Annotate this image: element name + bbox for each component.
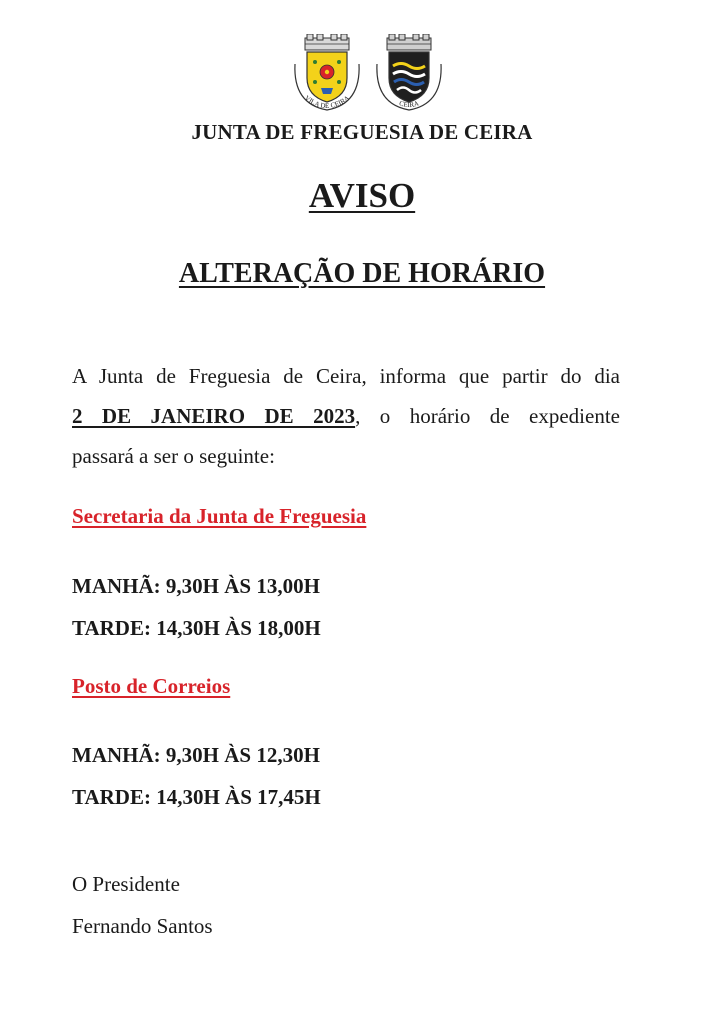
svg-text:CEIRA <box>398 99 420 109</box>
intro-line-2-rest: , o horário de expediente <box>355 404 620 428</box>
hours-morning: MANHÃ: 9,30H ÀS 13,00H <box>72 574 320 598</box>
section-title-correios: Posto de Correios <box>72 674 231 698</box>
section-title-secretaria: Secretaria da Junta de Freguesia <box>72 504 367 528</box>
hours-afternoon: TARDE: 14,30H ÀS 17,45H <box>72 785 321 809</box>
hours-correios <box>72 734 321 818</box>
signature-name: Fernando Santos <box>72 914 213 938</box>
signature-block <box>72 863 213 947</box>
signature-role: O Presidente <box>72 872 180 896</box>
effective-date: 2 DE JANEIRO DE 2023 <box>72 404 356 428</box>
crest-ceira <box>369 34 449 114</box>
notice-subtitle: ALTERAÇÃO DE HORÁRIO <box>178 258 546 289</box>
organization-name: JUNTA DE FREGUESIA DE CEIRA <box>191 120 533 144</box>
crest-right-motto: CEIRA <box>398 99 420 110</box>
intro-line-3: passará a ser o seguinte: <box>72 444 275 468</box>
hours-morning: MANHÃ: 9,30H ÀS 12,30H <box>72 743 320 767</box>
hours-afternoon: TARDE: 14,30H ÀS 18,00H <box>72 616 321 640</box>
crest-vila-de-ceira <box>287 34 367 114</box>
intro-line-1: A Junta de Freguesia de Ceira, informa que partir do dia <box>72 364 620 388</box>
notice-title: AVISO <box>308 176 416 215</box>
intro-line-2 <box>72 396 620 436</box>
intro-paragraph <box>72 356 620 476</box>
svg-text:VILA DE CEIRA <box>303 94 351 110</box>
hours-secretaria <box>72 565 321 649</box>
crest-left-motto: VILA DE CEIRA <box>302 93 352 111</box>
